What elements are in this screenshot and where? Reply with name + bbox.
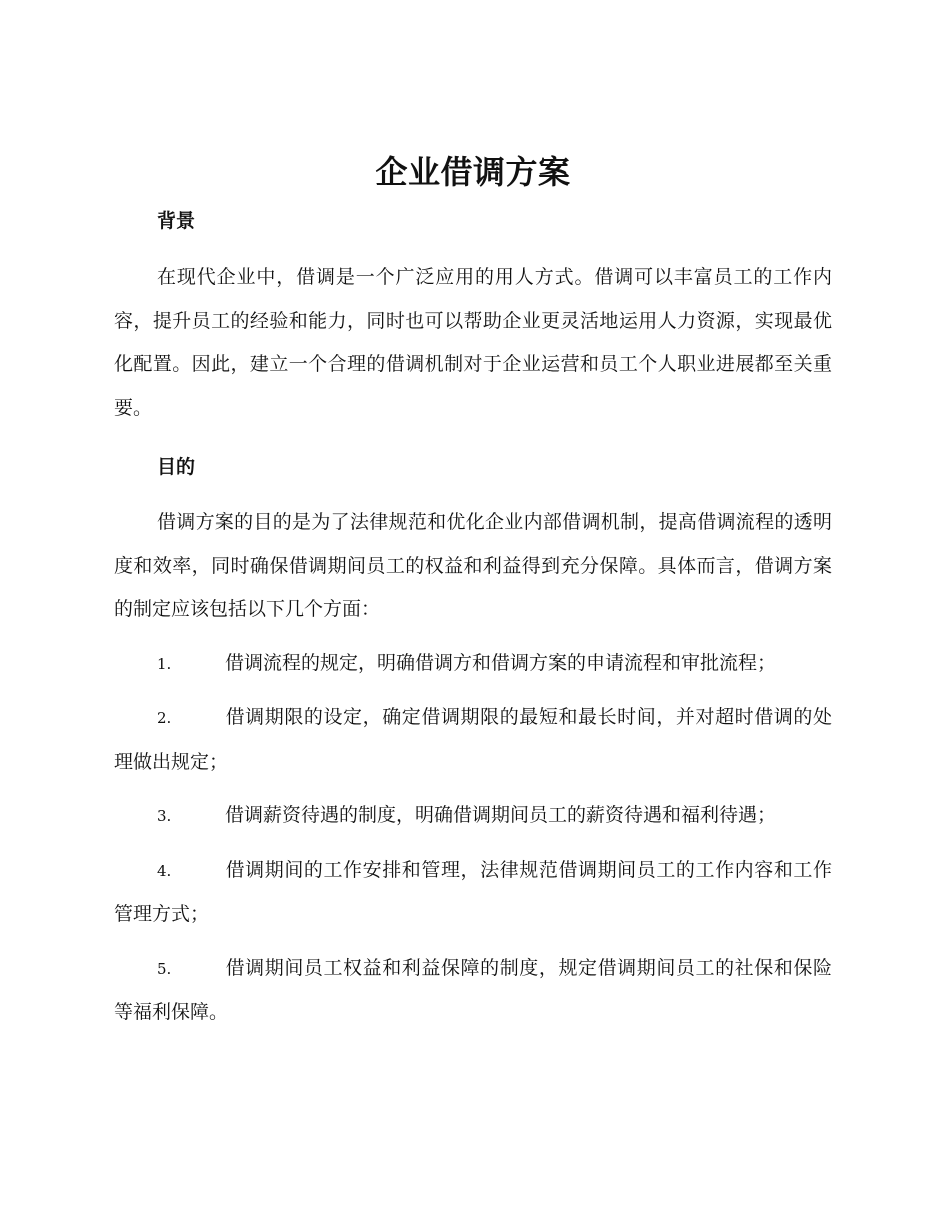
list-item — [114, 849, 832, 937]
section-heading-purpose: 目的 — [157, 456, 196, 478]
list-item-text: 借调期间员工权益和利益保障的制度，规定借调期间员工的社保和保险等福利保障。 — [114, 956, 832, 1023]
list-item-number: 4. — [157, 861, 172, 880]
list-item — [114, 696, 832, 784]
list-item-number: 1. — [157, 654, 172, 673]
list-item-number: 2. — [157, 709, 172, 727]
list-item — [114, 642, 832, 687]
list-item-number: 3. — [157, 807, 172, 825]
list-item-text: 借调期限的设定，确定借调期限的最短和最长时间，并对超时借调的处理做出规定； — [114, 706, 832, 773]
section-heading-background: 背景 — [157, 210, 196, 232]
list-item — [114, 794, 832, 839]
purpose-paragraph: 借调方案的目的是为了法律规范和优化企业内部借调机制，提高借调流程的透明度和效率，同时确保借调期间员工的权益和利益得到充分保障。具体而言，借调方案的制定应该包括以下几个方面： — [114, 511, 832, 620]
list-item-text: 借调流程的规定，明确借调方和借调方案的申请流程和审批流程； — [225, 651, 777, 674]
purpose-list — [114, 642, 832, 1035]
document-title: 企业借调方案 — [375, 153, 571, 191]
list-item-text: 借调期间的工作安排和管理，法律规范借调期间员工的工作内容和工作管理方式； — [114, 858, 832, 925]
list-item-number: 5. — [157, 959, 172, 978]
background-paragraph: 在现代企业中，借调是一个广泛应用的用人方式。借调可以丰富员工的工作内容，提升员工的经验和能力，同时也可以帮助企业更灵活地运用人力资源，实现最优化配置。因此，建立一个合理的借调机制对于企业运营和员工个人职业进展都至关重要。 — [114, 266, 832, 419]
list-item-text: 借调薪资待遇的制度，明确借调期间员工的薪资待遇和福利待遇； — [225, 804, 777, 826]
list-item — [114, 947, 832, 1035]
